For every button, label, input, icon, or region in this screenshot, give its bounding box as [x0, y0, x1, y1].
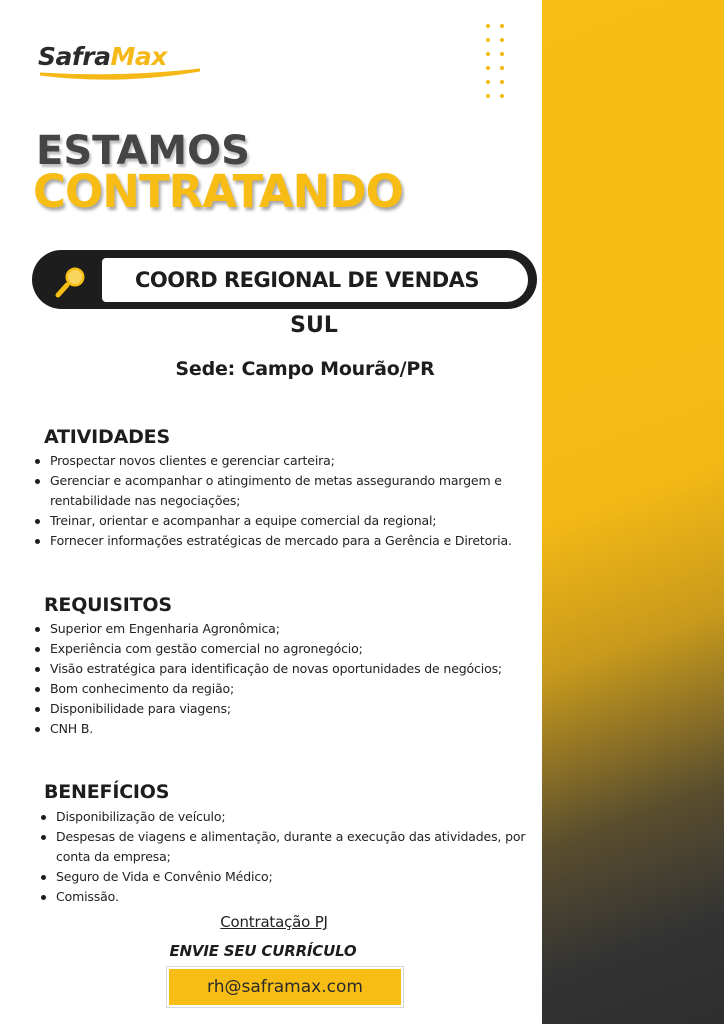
logo-swoosh: [38, 66, 203, 82]
section-title-requisitos: REQUISITOS: [44, 594, 172, 616]
hero-line-contratando: CONTRATANDO: [33, 165, 403, 218]
list-item: Treinar, orientar e acompanhar a equipe comercial da regional;: [32, 511, 542, 531]
list-item: Visão estratégica para identificação de novas oportunidades de negócios;: [32, 659, 502, 679]
side-gradient-band: [542, 0, 724, 1024]
saframax-logo: [38, 42, 208, 88]
list-requisitos: [32, 619, 502, 739]
list-item: Despesas de viagens e alimentação, durante a execução das atividades, por conta da empresa;: [38, 827, 542, 867]
send-resume-cta: ENVIE SEU CURRÍCULO: [169, 942, 357, 960]
list-item: Disponibilização de veículo;: [38, 807, 542, 827]
list-atividades: [32, 451, 542, 551]
contract-type: Contratação PJ: [220, 913, 328, 931]
hero-line-estamos: ESTAMOS: [36, 128, 250, 174]
list-item: Seguro de Vida e Convênio Médico;: [38, 867, 542, 887]
section-title-atividades: ATIVIDADES: [44, 426, 170, 448]
list-item: Comissão.: [38, 887, 542, 907]
search-icon: [54, 262, 92, 300]
decorative-dots: [486, 24, 510, 104]
list-item: Prospectar novos clientes e gerenciar carteira;: [32, 451, 542, 471]
list-item: Fornecer informações estratégicas de mercado para a Gerência e Diretoria.: [32, 531, 542, 551]
email-button[interactable]: rh@saframax.com: [167, 967, 403, 1007]
list-item: Disponibilidade para viagens;: [32, 699, 502, 719]
list-item: Bom conhecimento da região;: [32, 679, 502, 699]
job-region: SUL: [290, 313, 338, 338]
list-beneficios: [38, 807, 542, 907]
job-location: Sede: Campo Mourão/PR: [175, 358, 435, 380]
job-title: COORD REGIONAL DE VENDAS: [134, 268, 480, 292]
list-item: Superior em Engenharia Agronômica;: [32, 619, 502, 639]
list-item: Experiência com gestão comercial no agronegócio;: [32, 639, 502, 659]
logo-wordmark: SafraMax: [38, 42, 167, 71]
list-item: CNH B.: [32, 719, 502, 739]
section-title-beneficios: BENEFÍCIOS: [44, 781, 170, 803]
list-item: Gerenciar e acompanhar o atingimento de metas assegurando margem e rentabilidade nas negociações;: [32, 471, 542, 511]
